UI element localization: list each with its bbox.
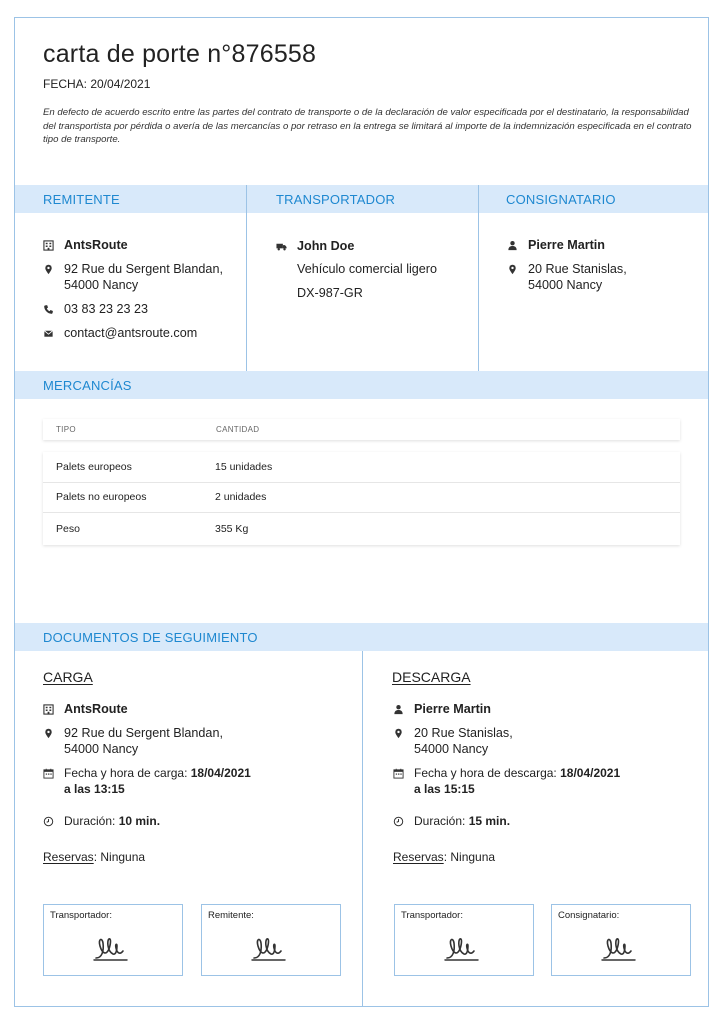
signature-label: Transportador: (401, 910, 463, 921)
signature-label: Consignatario: (558, 910, 620, 921)
remitente-email-row (41, 325, 197, 341)
waybill-page (14, 17, 709, 1007)
document-date: FECHA: 20/04/2021 (43, 77, 151, 91)
map-pin-icon (41, 262, 55, 276)
signature-icon (600, 933, 638, 965)
truck-icon (274, 239, 288, 253)
map-pin-icon (505, 262, 519, 276)
calendar-icon (41, 766, 55, 780)
remitente-email: contact@antsroute.com (64, 326, 198, 340)
signature-box-transportador[interactable] (43, 904, 183, 976)
cell-cantidad: 355 Kg (215, 523, 249, 535)
column-header-cantidad: CANTIDAD (216, 425, 260, 434)
descarga-name: Pierre Martin (414, 702, 491, 716)
carga-name-row (41, 701, 128, 717)
signature-icon (250, 933, 288, 965)
person-icon (505, 238, 519, 252)
cell-tipo: Palets no europeos (56, 491, 147, 503)
consignatario-address: 20 Rue Stanislas, 54000 Nancy (528, 262, 627, 292)
descarga-name-row (391, 701, 491, 717)
clock-icon (391, 814, 405, 828)
carga-duration: Duración: 10 min. (64, 814, 161, 828)
seguimiento-heading: DOCUMENTOS DE SEGUIMIENTO (43, 630, 258, 645)
descarga-address-row (391, 725, 513, 757)
clock-icon (41, 814, 55, 828)
table-row (43, 514, 680, 545)
table-row (43, 452, 680, 483)
vehicle-type: Vehículo comercial ligero (297, 262, 438, 276)
consignatario-name-row (505, 237, 605, 253)
transportador-heading: TRANSPORTADOR (276, 192, 396, 207)
signature-box-transportador[interactable] (394, 904, 534, 976)
consignatario-heading: CONSIGNATARIO (506, 192, 616, 207)
carga-datetime-row (41, 765, 251, 797)
carga-reservas: Reservas: Ninguna (43, 850, 146, 864)
carga-duration-row (41, 813, 160, 829)
column-divider (478, 185, 479, 371)
remitente-phone-row (41, 301, 148, 317)
descarga-title: DESCARGA (392, 669, 471, 685)
descarga-reservas: Reservas: Ninguna (393, 850, 496, 864)
goods-table-header (43, 419, 680, 440)
calendar-icon (391, 766, 405, 780)
signature-box-remitente[interactable] (201, 904, 341, 976)
descarga-datetime-row (391, 765, 620, 797)
carga-address-row (41, 725, 223, 757)
descarga-duration: Duración: 15 min. (414, 814, 511, 828)
cell-tipo: Palets europeos (56, 461, 132, 473)
cell-cantidad: 15 unidades (215, 461, 273, 473)
remitente-heading: REMITENTE (43, 192, 120, 207)
goods-table (43, 452, 680, 545)
descarga-duration-row (391, 813, 510, 829)
transportador-name: John Doe (297, 239, 355, 253)
remitente-phone: 03 83 23 23 23 (64, 302, 149, 316)
descarga-address: 20 Rue Stanislas, 54000 Nancy (414, 726, 513, 756)
carga-name: AntsRoute (64, 702, 128, 716)
descarga-datetime: Fecha y hora de descarga: 18/04/2021 a las 15:15 (414, 766, 621, 796)
parties-header-band (15, 185, 708, 213)
phone-icon (41, 302, 55, 316)
map-pin-icon (41, 726, 55, 740)
remitente-address-row (41, 261, 223, 293)
vehicle-plate: DX-987-GR (297, 286, 363, 300)
remitente-name: AntsRoute (64, 238, 128, 252)
mercancias-header-band (15, 371, 708, 399)
signature-label: Transportador: (50, 910, 112, 921)
cell-cantidad: 2 unidades (215, 491, 267, 503)
consignatario-address-row (505, 261, 627, 293)
mercancias-heading: MERCANCÍAS (43, 378, 132, 393)
person-icon (391, 702, 405, 716)
remitente-address: 92 Rue du Sergent Blandan, 54000 Nancy (64, 262, 223, 292)
column-divider (246, 185, 247, 371)
signature-box-consignatario[interactable] (551, 904, 691, 976)
table-row (43, 482, 680, 513)
envelope-icon (41, 326, 55, 340)
signature-label: Remitente: (208, 910, 254, 921)
carga-address: 92 Rue du Sergent Blandan, 54000 Nancy (64, 726, 223, 756)
building-icon (41, 702, 55, 716)
remitente-name-row (41, 237, 128, 253)
carga-title: CARGA (43, 669, 93, 685)
signature-icon (443, 933, 481, 965)
liability-disclaimer: En defecto de acuerdo escrito entre las partes del contrato de transporte o de la declaración de valor especificada por el destinatario, la responsabilidad del transportista por pérdida o avería de las mercancías o por retraso en la entrega se limitará al importe de la indemnización especificada en el contrato tipo de transporte. (43, 107, 692, 145)
carga-datetime: Fecha y hora de carga: 18/04/2021 a las 13:15 (64, 766, 251, 796)
column-divider (362, 651, 363, 1007)
seguimiento-header-band (15, 623, 708, 651)
column-header-tipo: TIPO (56, 425, 76, 434)
page-title: carta de porte n°876558 (43, 40, 317, 68)
building-icon (41, 238, 55, 252)
consignatario-name: Pierre Martin (528, 238, 605, 252)
map-pin-icon (391, 726, 405, 740)
transportador-name-row (274, 238, 354, 254)
signature-icon (92, 933, 130, 965)
cell-tipo: Peso (56, 523, 80, 535)
